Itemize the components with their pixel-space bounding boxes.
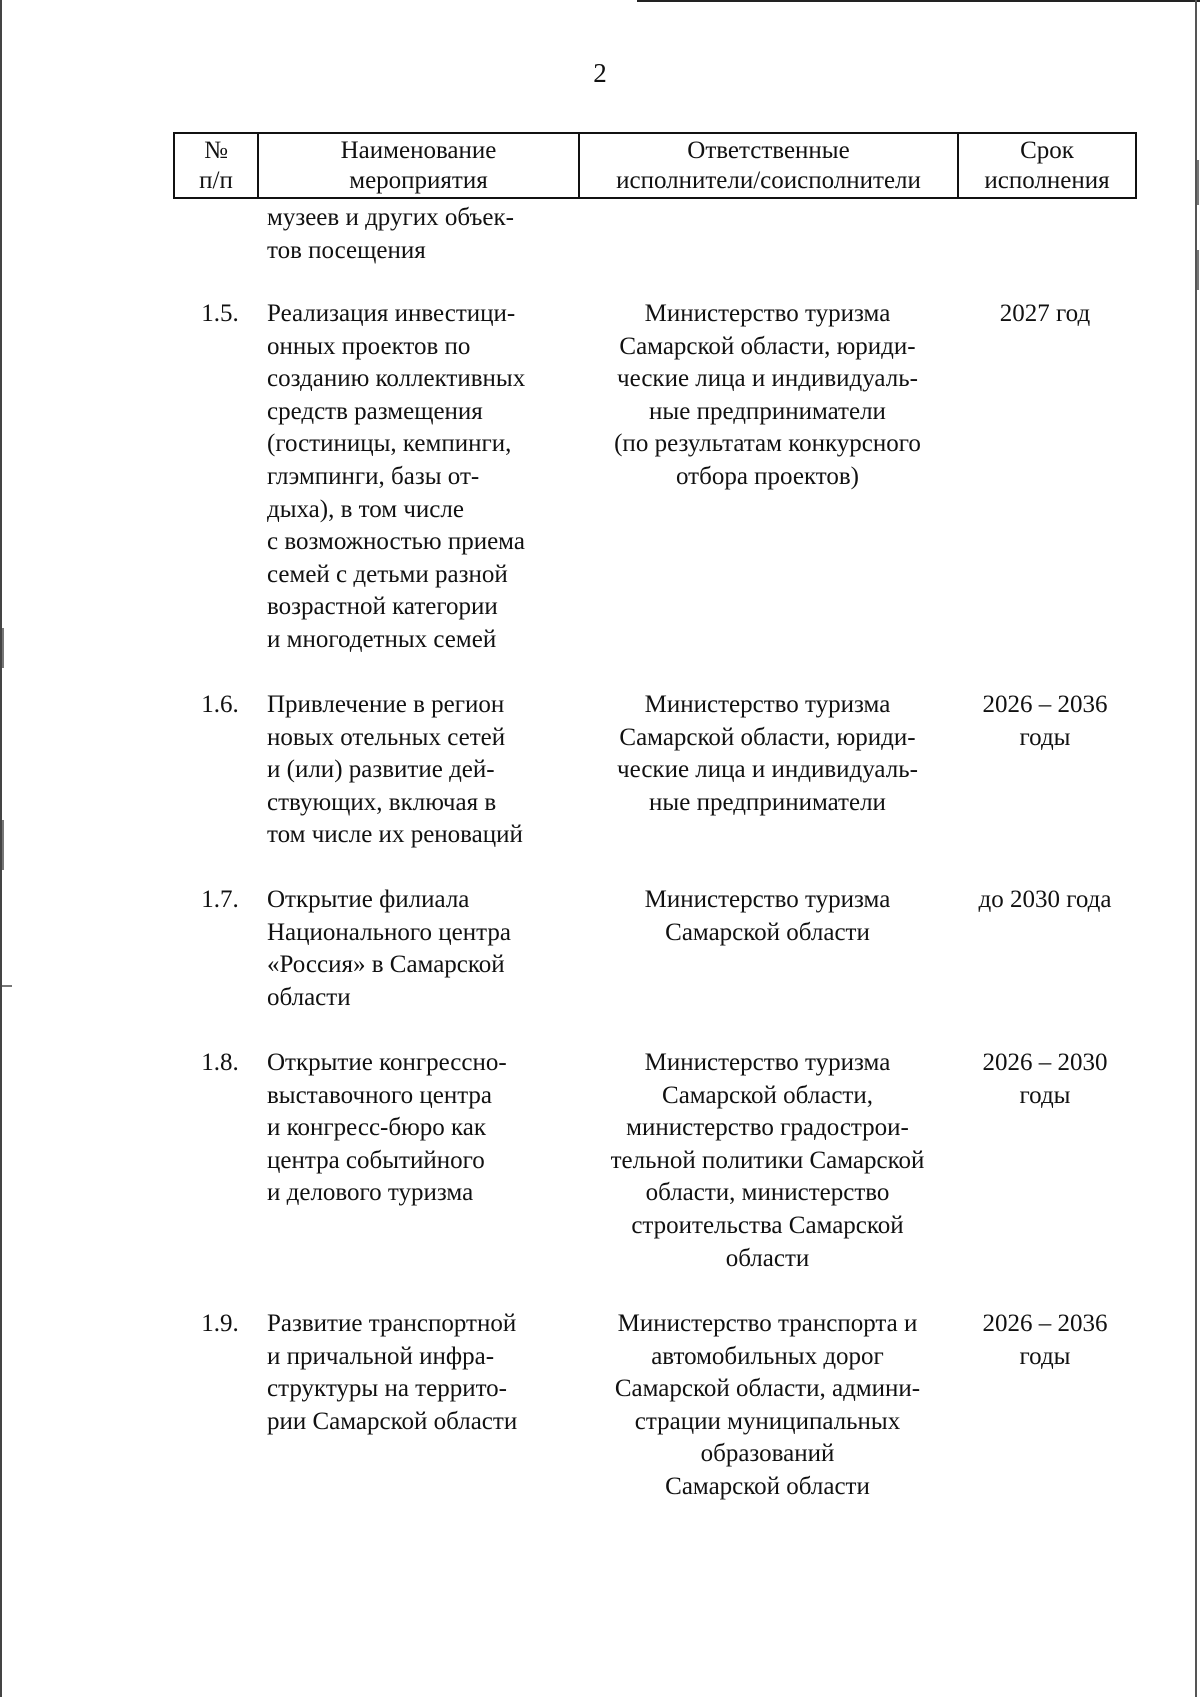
scan-margin-mark: [2, 628, 4, 668]
header-responsible-label: Ответственные исполнители/соисполнители: [616, 136, 921, 194]
row-number: [173, 202, 257, 267]
row-term: 2026 – 2036 годы: [982, 691, 1108, 751]
row-number: 1.6.: [201, 691, 239, 718]
row-number: 1.9.: [201, 1310, 239, 1337]
row-term: 2026 – 2030 годы: [982, 1049, 1108, 1109]
table-row-continuation: [173, 202, 1137, 267]
table-header: [173, 132, 1137, 199]
row-responsible: Министерство транспорта и автомобильных дорог Самарской области, админи- страции муниципальных образований Самарской области: [614, 1310, 921, 1500]
scan-margin-mark: [1197, 160, 1199, 205]
scan-margin-mark: [2, 985, 12, 987]
header-responsible-cell: [580, 134, 959, 197]
row-responsible: Министерство туризма Самарской области, министерство градострои- тельной политики Самарской области, министерство строительства Самарской области: [610, 1049, 925, 1272]
top-edge-line: [637, 0, 1200, 2]
row-number: 1.7.: [201, 886, 239, 913]
row-responsible: Министерство туризма Самарской области, юриди- ческие лица и индивидуаль- ные предприниматели (по результатам конкурсного отбора проектов): [614, 300, 921, 490]
row-responsible: [578, 202, 957, 267]
row-name: Реализация инвестици- онных проектов по созданию коллективных средств размещения (гостиницы, кемпинги, глэмпинги, базы от- дыха), в том числе с возможностью приема семей с детьми разной возрастной категории и многодетных семей: [267, 300, 526, 653]
header-name-label: Наименование мероприятия: [340, 136, 497, 194]
row-name: Открытие конгрессно- выставочного центра и конгресс-бюро как центра событийного и делового туризма: [267, 1049, 507, 1207]
header-term-label: Срок исполнения: [984, 136, 1110, 194]
row-name: Привлечение в регион новых отельных сетей и (или) развитие дей- ствующих, включая в том числе их реноваций: [267, 691, 523, 849]
row-term: 2026 – 2036 годы: [982, 1310, 1108, 1370]
row-responsible: Министерство туризма Самарской области, юриди- ческие лица и индивидуаль- ные предприниматели: [617, 691, 918, 816]
row-term: до 2030 года: [978, 886, 1112, 913]
scan-margin-mark: [2, 820, 4, 870]
row-term: 2027 год: [999, 300, 1091, 327]
page-number: 2: [593, 58, 607, 88]
table-row: [173, 884, 1137, 1014]
table-row: [173, 1308, 1137, 1504]
table-row: [173, 1047, 1137, 1275]
scan-margin-mark: [1197, 250, 1199, 290]
table-row: [173, 298, 1137, 657]
row-term: [957, 202, 1133, 267]
row-number: 1.5.: [201, 300, 239, 327]
header-number-label: № п/п: [199, 136, 233, 194]
header-name-cell: [259, 134, 580, 197]
header-number-cell: [175, 134, 259, 197]
row-responsible: Министерство туризма Самарской области: [644, 886, 891, 946]
row-name: музеев и других объек- тов посещения: [267, 204, 514, 264]
row-name: Открытие филиала Национального центра «Россия» в Самарской области: [267, 886, 511, 1011]
table-row: [173, 689, 1137, 852]
row-number: 1.8.: [201, 1049, 239, 1076]
header-term-cell: [959, 134, 1135, 197]
row-name: Развитие транспортной и причальной инфра- структуры на террито- рии Самарской области: [267, 1310, 518, 1435]
